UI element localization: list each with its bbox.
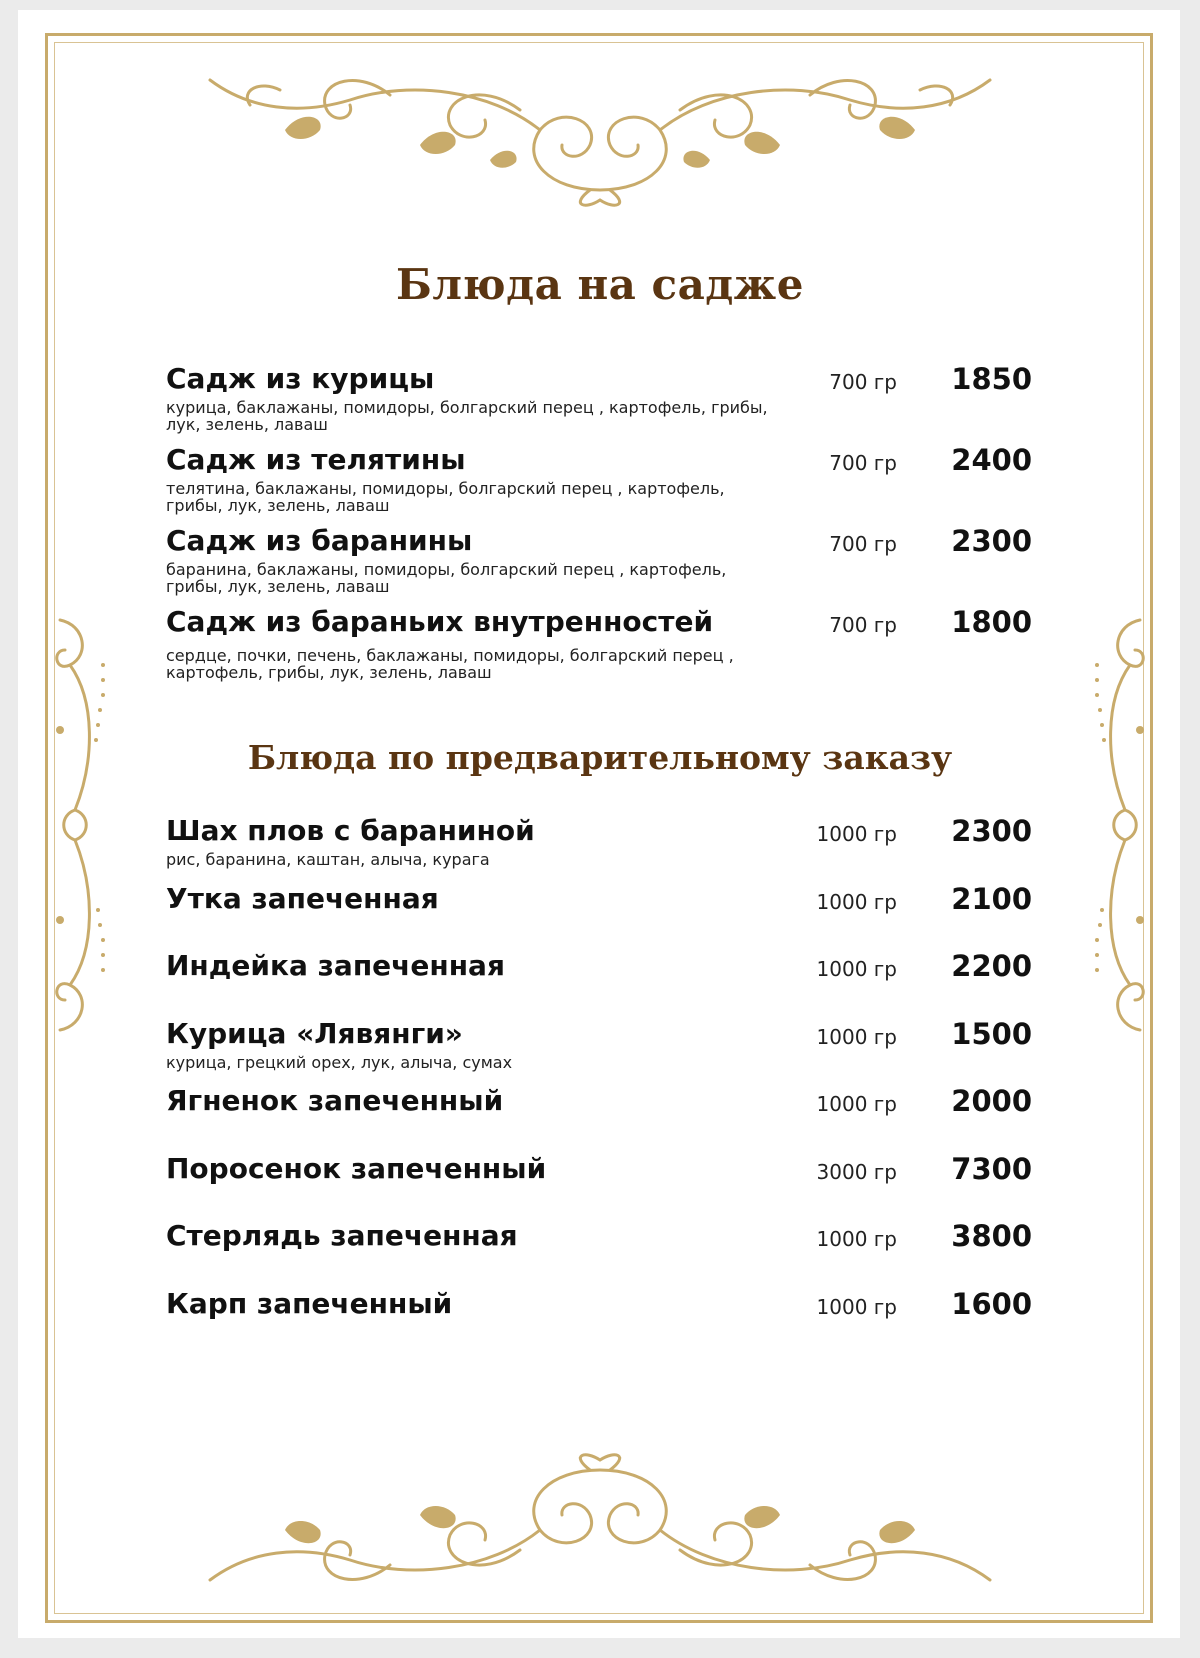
menu-item-weight: 1000 гр [816,1295,897,1319]
menu-item-name: Ягненок запеченный [166,1084,504,1117]
menu-item-weight: 1000 гр [816,1227,897,1251]
menu-item-price: 1800 [951,605,1032,639]
menu-item-price: 2100 [951,882,1032,916]
menu-item-weight: 3000 гр [816,1160,897,1184]
menu-item-weight: 1000 гр [816,1092,897,1116]
bottom-flourish-ornament [190,1450,1010,1610]
section-title-sadj: Блюда на садже [396,260,804,309]
menu-item-description: баранина, баклажаны, помидоры, болгарский перец , картофель, грибы, лук, зелень, лаваш [166,560,727,596]
menu-item-weight: 1000 гр [816,957,897,981]
menu-item-name: Шах плов с бараниной [166,814,535,847]
menu-item-name: Садж из бараньих внутренностей [166,605,714,638]
menu-item-weight: 700 гр [829,370,897,394]
menu-item-name: Садж из телятины [166,443,466,476]
menu-item-name: Садж из курицы [166,362,435,395]
menu-item-description: сердце, почки, печень, баклажаны, помидоры, болгарский перец , картофель, грибы, лук, зелень, лаваш [166,646,734,682]
menu-item-price: 7300 [951,1152,1032,1186]
menu-item-price: 2400 [951,443,1032,477]
menu-item-name: Поросенок запеченный [166,1152,547,1185]
menu-item-price: 1500 [951,1017,1032,1051]
menu-item-price: 2300 [951,814,1032,848]
menu-item-price: 2200 [951,949,1032,983]
menu-item-description: курица, баклажаны, помидоры, болгарский перец , картофель, грибы, лук, зелень, лаваш [166,398,768,434]
menu-item-name: Курица «Лявянги» [166,1017,463,1050]
menu-item-price: 2300 [951,524,1032,558]
menu-item-weight: 700 гр [829,451,897,475]
menu-item-price: 1600 [951,1287,1032,1321]
menu-item-name: Индейка запеченная [166,949,505,982]
menu-item-name: Садж из баранины [166,524,473,557]
menu-item-price: 3800 [951,1219,1032,1253]
menu-item-price: 2000 [951,1084,1032,1118]
left-side-ornament [40,610,110,1040]
menu-item-name: Карп запеченный [166,1287,453,1320]
menu-item-weight: 700 гр [829,532,897,556]
menu-item-weight: 1000 гр [816,1025,897,1049]
menu-item-weight: 1000 гр [816,822,897,846]
right-side-ornament [1090,610,1160,1040]
menu-item-description: рис, баранина, каштан, алыча, курага [166,850,490,869]
section-title-preorder: Блюда по предварительному заказу [247,738,953,777]
menu-item-name: Утка запеченная [166,882,439,915]
menu-item-description: телятина, баклажаны, помидоры, болгарский перец , картофель, грибы, лук, зелень, лаваш [166,479,725,515]
menu-item-weight: 700 гр [829,613,897,637]
menu-item-description: курица, грецкий орех, лук, алыча, сумах [166,1053,513,1072]
menu-item-name: Стерлядь запеченная [166,1219,518,1252]
menu-item-price: 1850 [951,362,1032,396]
menu-item-weight: 1000 гр [816,890,897,914]
top-flourish-ornament [190,50,1010,210]
